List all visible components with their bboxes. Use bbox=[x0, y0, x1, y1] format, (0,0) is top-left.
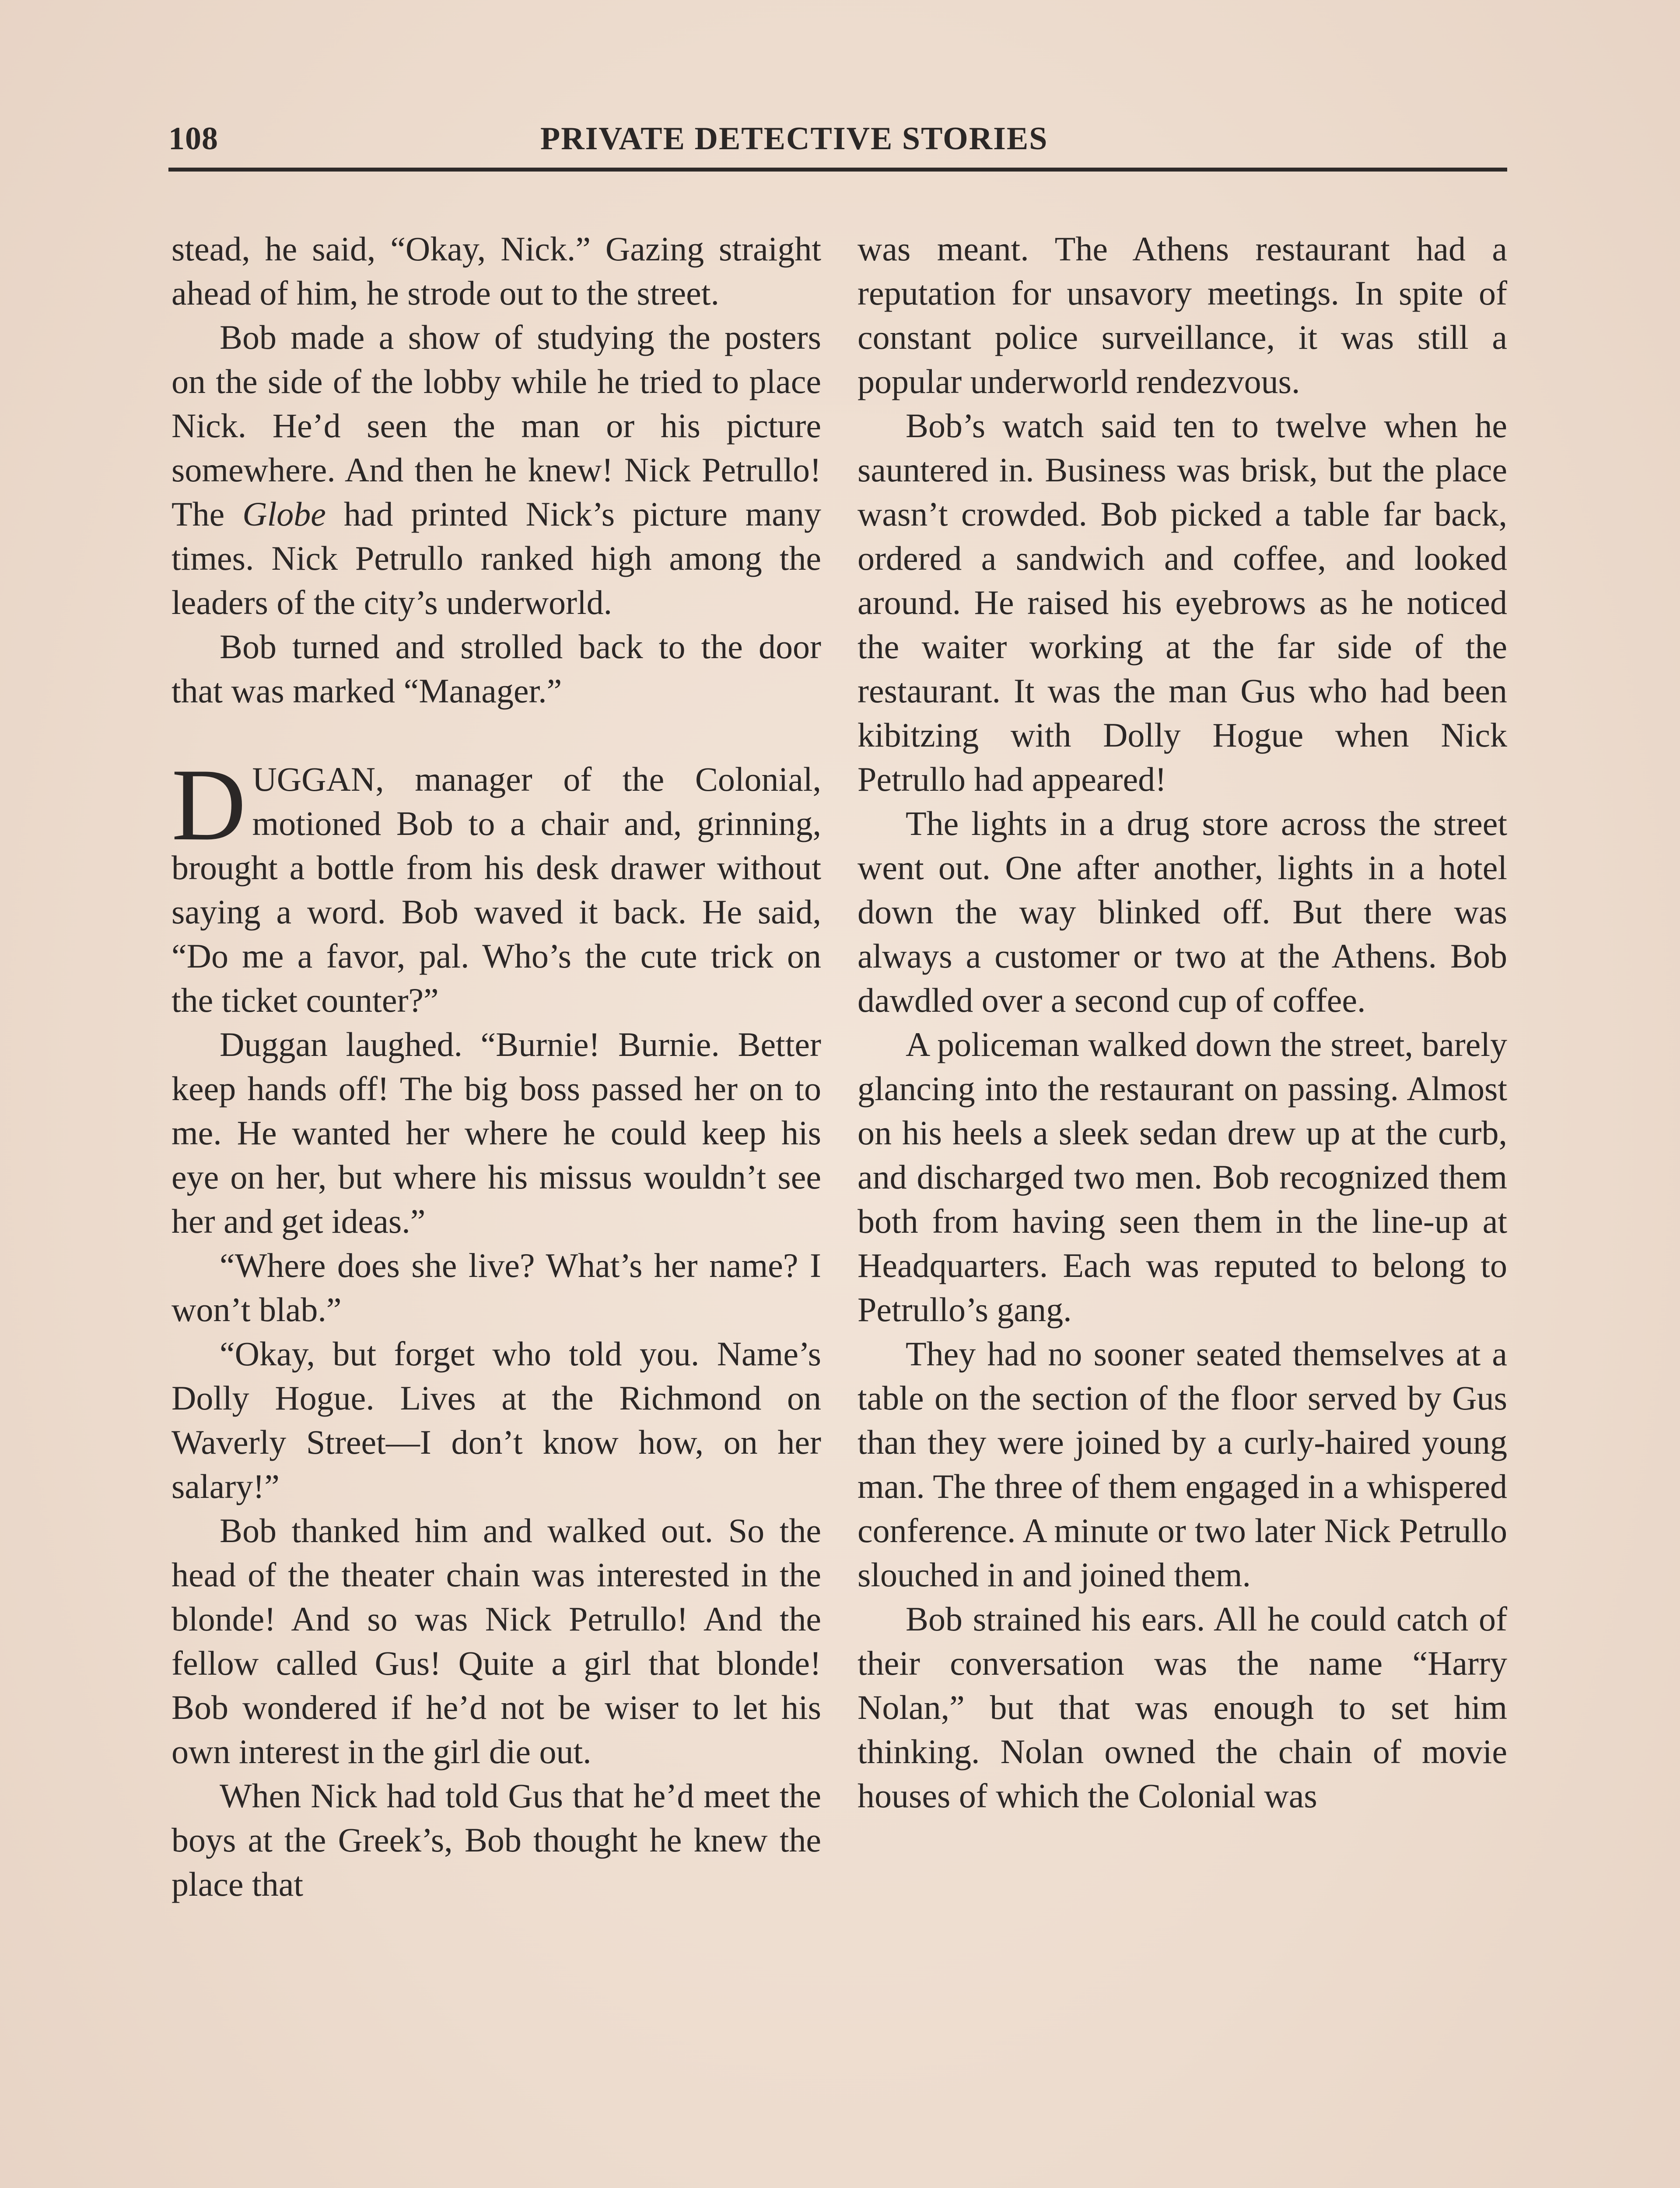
paragraph: They had no sooner seated themselves at a table on the section of the floor served by Gus than they were joined by a curly-haired young man. The three of them engaged in a whispered conference. A minute or two later Nick Petrullo slouched in and joined them. bbox=[858, 1335, 1507, 1594]
paragraph: stead, he said, “Okay, Nick.” Gazing straight ahead of him, he strode out to the street. bbox=[172, 230, 821, 312]
paragraph-text: UGGAN, manager of the Colonial, motioned Bob to a chair and, grinning, brought a bottle from his desk drawer without saying a word. Bob waved it back. He said, “Do me a favor, pal. Who’s the cute trick on the ticket counter?” bbox=[172, 760, 821, 1019]
page-number: 108 bbox=[168, 121, 218, 157]
paragraph-text: The bbox=[172, 495, 225, 533]
paragraph: Duggan laughed. “Burnie! Burnie. Better keep hands off! The big boss passed her on to me. He wanted her where he could keep his eye on her, but where his missus wouldn’t see her and get ideas.” bbox=[172, 1025, 821, 1240]
paragraph: “Where does she live? What’s her name? I won’t blab.” bbox=[172, 1246, 821, 1329]
page-header bbox=[168, 117, 1505, 174]
publication-name: Globe bbox=[242, 495, 326, 533]
paragraph: Bob strained his ears. All he could catch of their conversation was the name “Harry Nolan,” but that was enough to set him thinking. Nolan owned the chain of movie houses of which the Colonial was bbox=[858, 1600, 1507, 1815]
paragraph: The lights in a drug store across the street went out. One after another, lights in a hotel down the way blinked off. But there was always a customer or two at the Athens. Bob dawdled over a second cup of coffee. bbox=[858, 804, 1507, 1019]
paragraph: Bob turned and strolled back to the door that was marked “Manager.” bbox=[172, 628, 821, 710]
paragraph: Bob’s watch said ten to twelve when he sauntered in. Business was brisk, but the place wasn’t crowded. Bob picked a table far back, ordered a sandwich and coffee, and looked around. He raised his eyebrows as he noticed the waiter working at the far side of the restaurant. It was the man Gus who had been kibitzing with Dolly Hogue when Nick Petrullo had appeared! bbox=[858, 407, 1507, 798]
paragraph-text: had printed Nick’s picture many times. Nick Petrullo ranked high among the leaders of the city’s underworld. bbox=[172, 495, 822, 621]
paragraph-text: Bob made a show of studying the posters on the side of the lobby while he tried to place Nick. He’d seen the man or his picture somewhere. And then he knew! Nick Petrullo! bbox=[172, 318, 821, 489]
paragraph: When Nick had told Gus that he’d meet the boys at the Greek’s, Bob thought he knew the place that bbox=[172, 1777, 821, 1903]
section-opening-paragraph bbox=[172, 748, 821, 1022]
paragraph: Bob thanked him and walked out. So the head of the theater chain was interested in the blonde! And so was Nick Petrullo! And the fellow called Gus! Quite a girl that blonde! Bob wondered if he’d not be wiser to let his own interest in the girl die out. bbox=[172, 1511, 821, 1771]
paragraph bbox=[172, 315, 821, 624]
paragraph: A policeman walked down the street, barely glancing into the restaurant on passing. Almost on his heels a sleek sedan drew up at the curb, and discharged two men. Bob recognized them both from having seen them in the line-up at Headquarters. Each was reputed to belong to Petrullo’s gang. bbox=[858, 1025, 1507, 1329]
running-title: PRIVATE DETECTIVE STORIES bbox=[540, 121, 1048, 157]
header-rule bbox=[168, 168, 1507, 172]
paragraph: “Okay, but forget who told you. Name’s Dolly Hogue. Lives at the Richmond on Waverly Street—I don’t know how, on her salary!” bbox=[172, 1335, 821, 1505]
right-column bbox=[858, 227, 1507, 1818]
left-column bbox=[172, 227, 821, 1906]
paragraph: was meant. The Athens restaurant had a reputation for unsavory meetings. In spite of constant police surveillance, it was still a popular underworld rendezvous. bbox=[858, 230, 1507, 400]
drop-cap: D bbox=[172, 748, 246, 862]
